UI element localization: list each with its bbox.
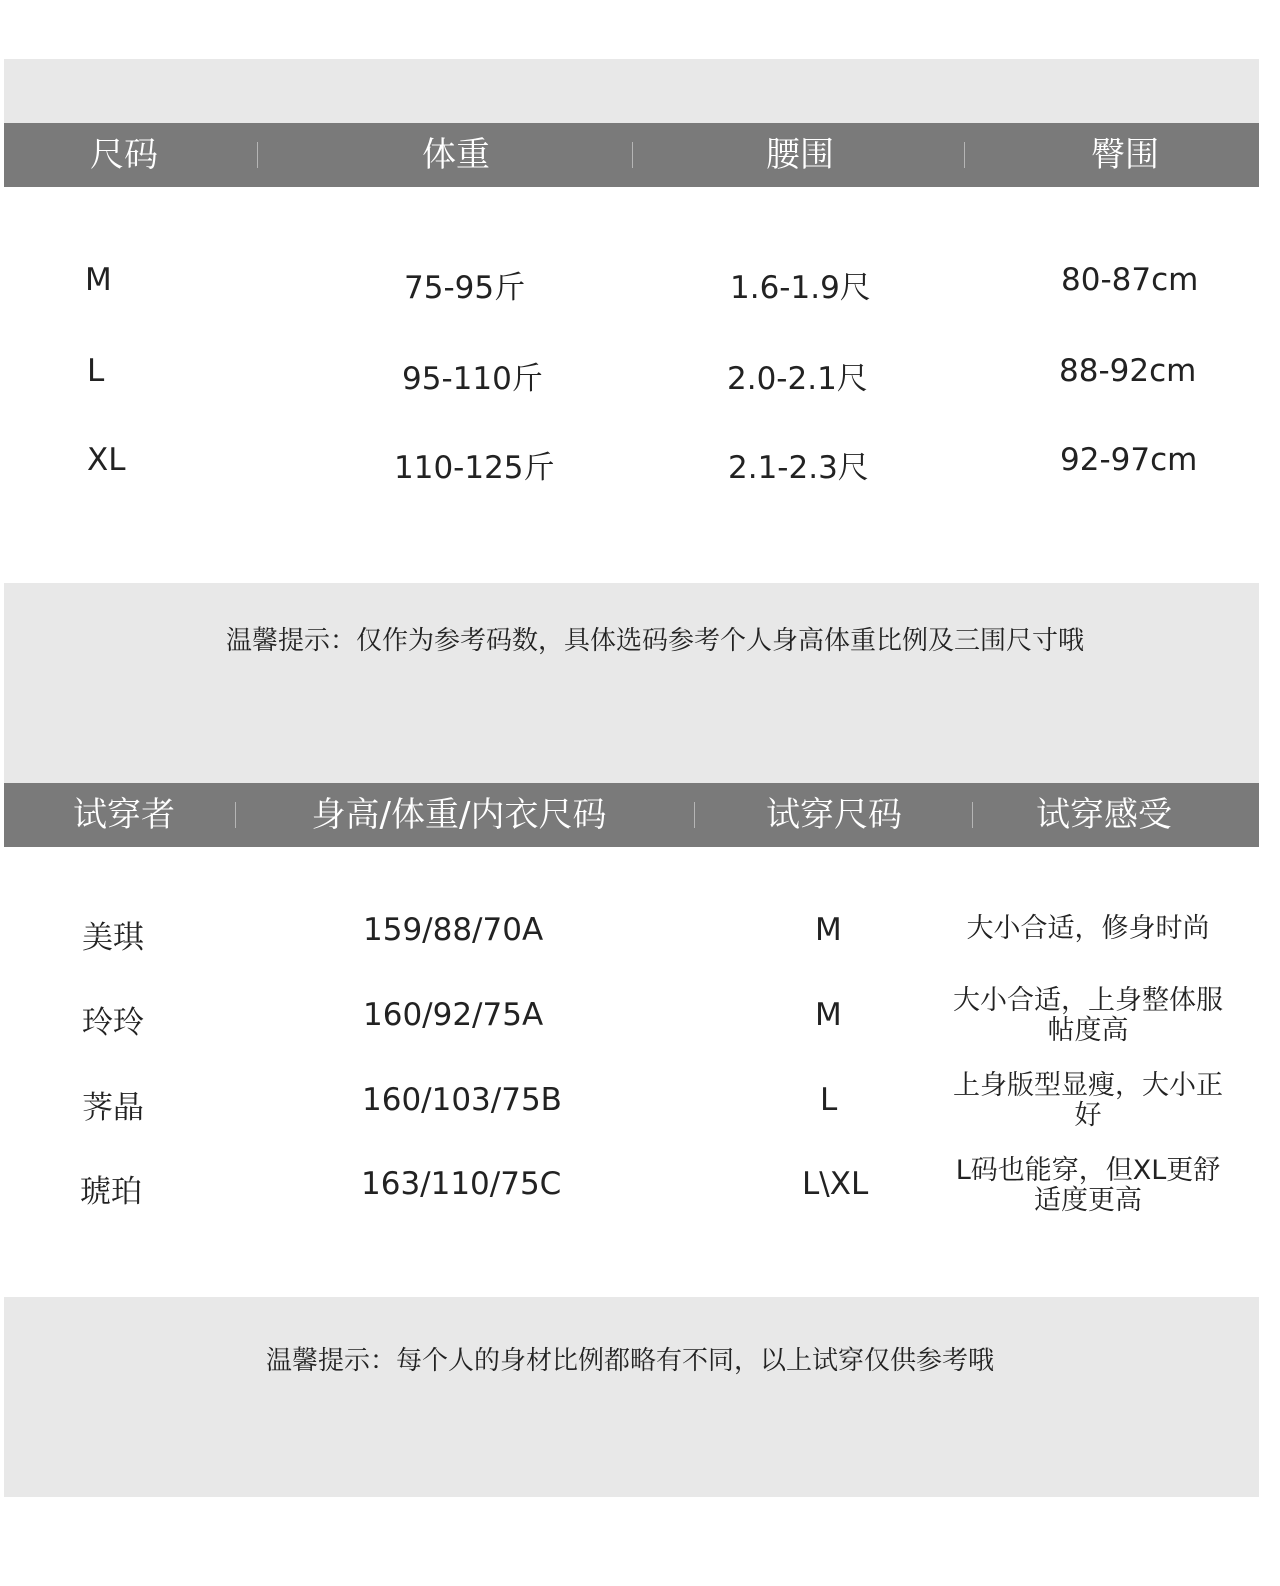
size-tip-band <box>4 583 1259 783</box>
tester-measurements: 163/110/75C <box>361 1166 562 1202</box>
size-table-header <box>4 123 1259 187</box>
header-size: 尺码 <box>90 135 158 175</box>
header-divider <box>964 142 965 168</box>
tryon-tip-text: 温馨提示：每个人的身材比例都略有不同，以上试穿仅供参考哦 <box>265 1346 994 1376</box>
header-divider <box>235 802 236 828</box>
tester-measurements: 159/88/70A <box>363 912 544 948</box>
weight-cell: 75-95斤 <box>404 270 526 306</box>
header-divider <box>694 802 695 828</box>
tester-name: 玲玲 <box>82 1005 144 1041</box>
waist-cell: 2.0-2.1尺 <box>727 361 868 397</box>
tester-name: 荠晶 <box>82 1090 144 1126</box>
size-cell: M <box>85 262 112 298</box>
hip-cell: 92-97cm <box>1060 442 1198 478</box>
hip-cell: 88-92cm <box>1059 353 1197 389</box>
hip-cell: 80-87cm <box>1061 262 1199 298</box>
header-waist: 腰围 <box>766 135 834 175</box>
size-tip-text: 温馨提示：仅作为参考码数，具体选码参考个人身高体重比例及三围尺寸哦 <box>225 626 1084 656</box>
header-measurements: 身高/体重/内衣尺码 <box>311 795 607 835</box>
header-divider <box>632 142 633 168</box>
weight-cell: 95-110斤 <box>402 361 543 397</box>
waist-cell: 2.1-2.3尺 <box>728 450 869 486</box>
tester-size: M <box>815 997 842 1033</box>
tester-name: 美琪 <box>82 920 144 956</box>
tester-name: 琥珀 <box>80 1174 142 1210</box>
tester-feeling: L码也能穿，但XL更舒适度更高 <box>955 1155 1221 1216</box>
header-divider <box>972 802 973 828</box>
tester-measurements: 160/92/75A <box>363 997 544 1033</box>
header-weight: 体重 <box>422 135 490 175</box>
header-divider <box>257 142 258 168</box>
size-cell: XL <box>87 442 126 478</box>
weight-cell: 110-125斤 <box>394 450 555 486</box>
top-band <box>4 59 1259 123</box>
waist-cell: 1.6-1.9尺 <box>730 270 871 306</box>
size-cell: L <box>87 353 105 389</box>
tester-size: L\XL <box>802 1166 869 1202</box>
header-hip: 臀围 <box>1091 135 1159 175</box>
header-feeling: 试穿感受 <box>1036 795 1172 835</box>
tester-feeling: 大小合适，上身整体服帖度高 <box>953 985 1223 1046</box>
tester-size: M <box>815 912 842 948</box>
tester-measurements: 160/103/75B <box>362 1082 562 1118</box>
tester-size: L <box>820 1082 838 1118</box>
tryon-table-header <box>4 783 1259 847</box>
tester-feeling: 大小合适，修身时尚 <box>966 913 1210 944</box>
tryon-tip-band <box>4 1297 1259 1497</box>
tester-feeling: 上身版型显瘦，大小正好 <box>953 1070 1223 1131</box>
header-tryon-size: 试穿尺码 <box>766 795 902 835</box>
header-tester: 试穿者 <box>73 795 175 835</box>
